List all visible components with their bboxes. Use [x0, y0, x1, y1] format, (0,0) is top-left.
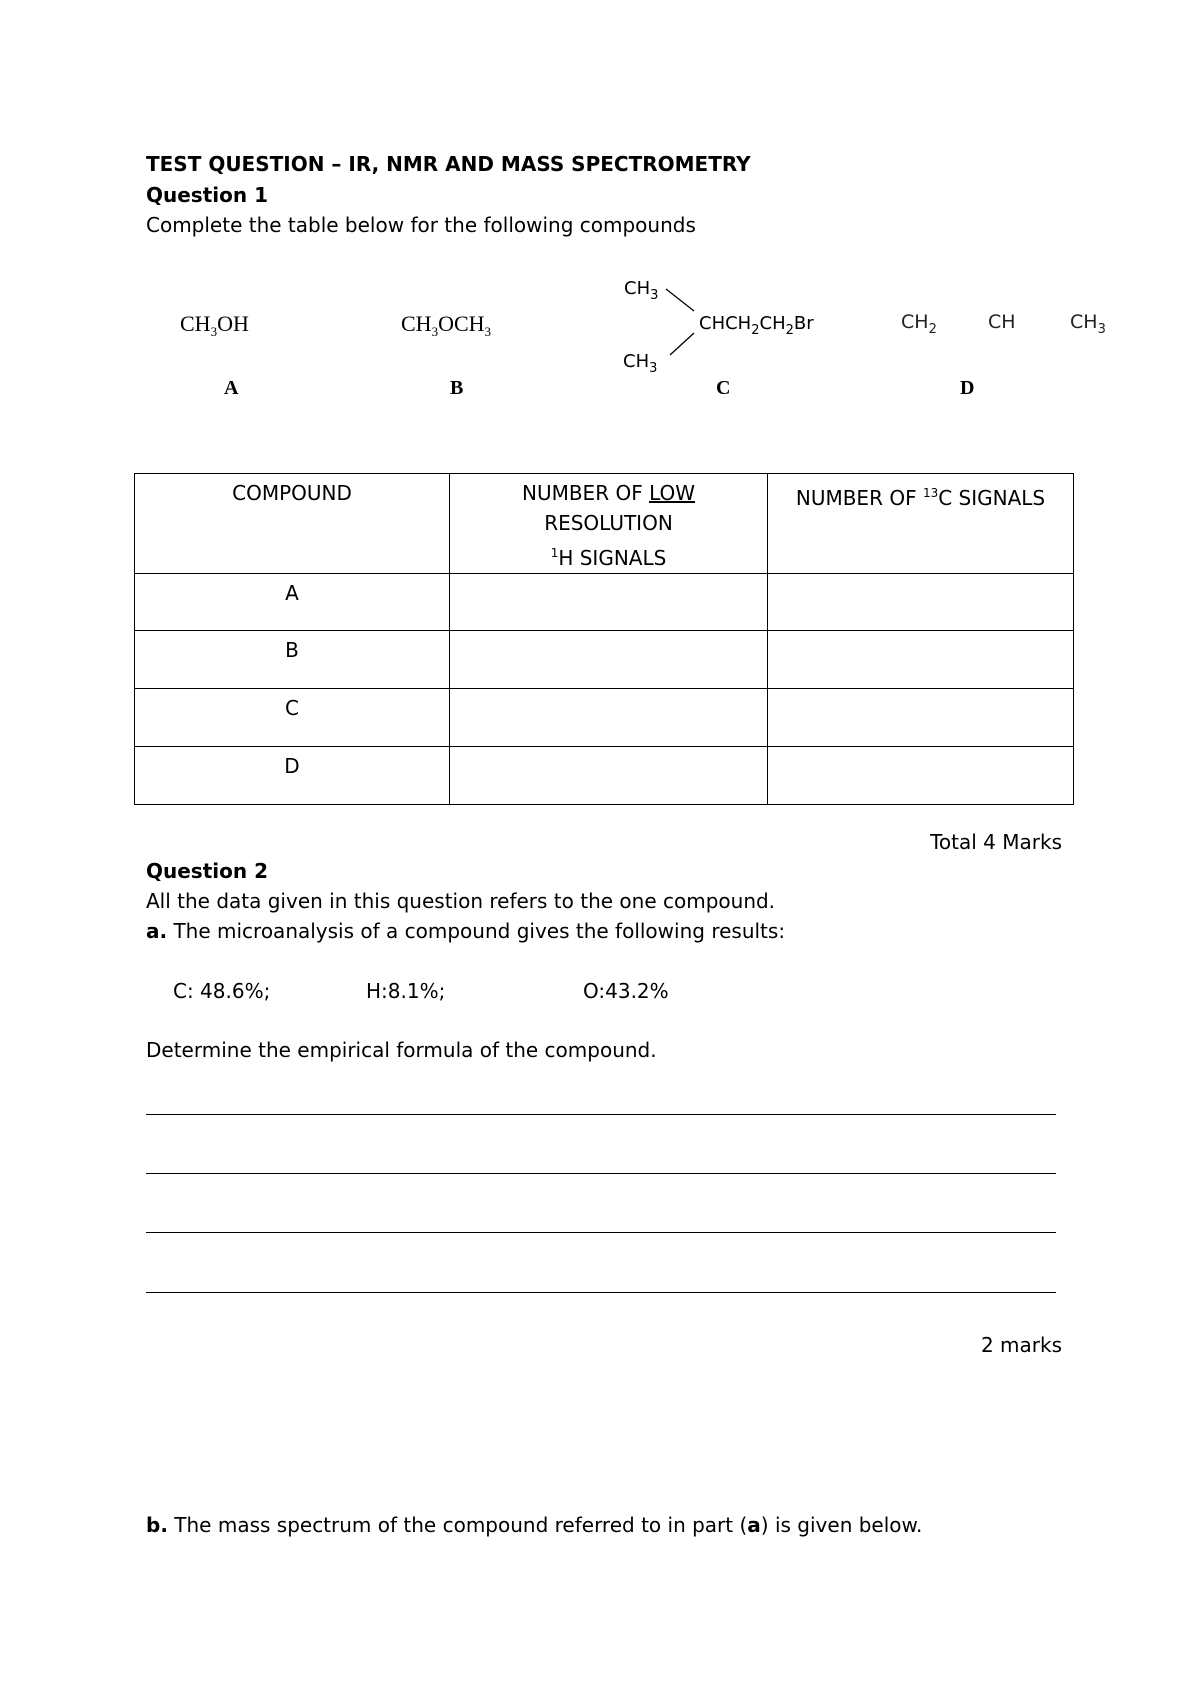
- compound-c-label: C: [716, 377, 731, 399]
- answer-cell-1h-b[interactable]: [450, 631, 768, 689]
- row-label-b: B: [135, 631, 450, 689]
- compound-d-label: D: [960, 377, 975, 399]
- answer-cell-13c-a[interactable]: [768, 574, 1074, 631]
- part-a-task: Determine the empirical formula of the compound.: [146, 1038, 657, 1062]
- row-label-d: D: [135, 747, 450, 805]
- part-a-prompt: a. The microanalysis of a compound gives the following results:: [146, 919, 786, 943]
- carbon-percentage: C: 48.6%;: [173, 979, 271, 1003]
- table-header-row: [135, 474, 1074, 574]
- bond-bottom: [670, 333, 694, 355]
- table-row: [135, 574, 1074, 631]
- page-title: TEST QUESTION – IR, NMR AND MASS SPECTROMETRY: [146, 152, 751, 176]
- question-1-marks: Total 4 Marks: [930, 830, 1062, 854]
- compound-c-methyl-top: $CH_3$: [624, 278, 659, 303]
- table-row: [135, 689, 1074, 747]
- compound-c-methyl-bottom: $CH_3$: [623, 351, 658, 376]
- question-2-intro: All the data given in this question refers to the one compound.: [146, 889, 776, 913]
- compound-d-part-3: $CH_3$: [1070, 311, 1106, 337]
- answer-cell-1h-c[interactable]: [450, 689, 768, 747]
- answer-cell-13c-d[interactable]: [768, 747, 1074, 805]
- answer-cell-13c-c[interactable]: [768, 689, 1074, 747]
- compound-c-chain: $CHCH_2CH_2Br$: [699, 313, 814, 338]
- part-b-prompt: b. The mass spectrum of the compound referred to in part (a) is given below.: [146, 1513, 923, 1537]
- answer-line-2[interactable]: [146, 1173, 1056, 1174]
- compound-a-label: A: [224, 377, 239, 399]
- compound-d-part-2: CH: [988, 311, 1016, 333]
- header-1h-signals: NUMBER OF LOW RESOLUTION $^1$H SIGNALS: [450, 474, 768, 574]
- header-13c-signals: NUMBER OF $^{13}$C SIGNALS: [768, 474, 1074, 574]
- answer-cell-1h-a[interactable]: [450, 574, 768, 631]
- compound-b-formula: $CH_3OCH_3$: [401, 311, 492, 339]
- compound-a-formula: $CH_3OH$: [180, 311, 249, 339]
- answer-cell-1h-d[interactable]: [450, 747, 768, 805]
- row-label-a: A: [135, 574, 450, 631]
- table-row: [135, 631, 1074, 689]
- compound-d-part-1: $CH_2$: [901, 311, 937, 337]
- answer-line-4[interactable]: [146, 1292, 1056, 1293]
- answer-line-3[interactable]: [146, 1232, 1056, 1233]
- part-a-marks: 2 marks: [980, 1333, 1062, 1357]
- compound-b-label: B: [450, 377, 464, 399]
- question-1-instruction: Complete the table below for the following compounds: [146, 213, 696, 237]
- answer-cell-13c-b[interactable]: [768, 631, 1074, 689]
- oxygen-percentage: O:43.2%: [583, 979, 669, 1003]
- header-compound: COMPOUND: [135, 474, 450, 574]
- question-1-heading: Question 1: [146, 183, 268, 207]
- question-2-heading: Question 2: [146, 859, 268, 883]
- compound-c-bonds: [660, 283, 700, 363]
- table-row: [135, 747, 1074, 805]
- nmr-signals-table: [134, 473, 1074, 805]
- bond-top: [666, 289, 694, 311]
- row-label-c: C: [135, 689, 450, 747]
- answer-line-1[interactable]: [146, 1114, 1056, 1115]
- hydrogen-percentage: H:8.1%;: [366, 979, 446, 1003]
